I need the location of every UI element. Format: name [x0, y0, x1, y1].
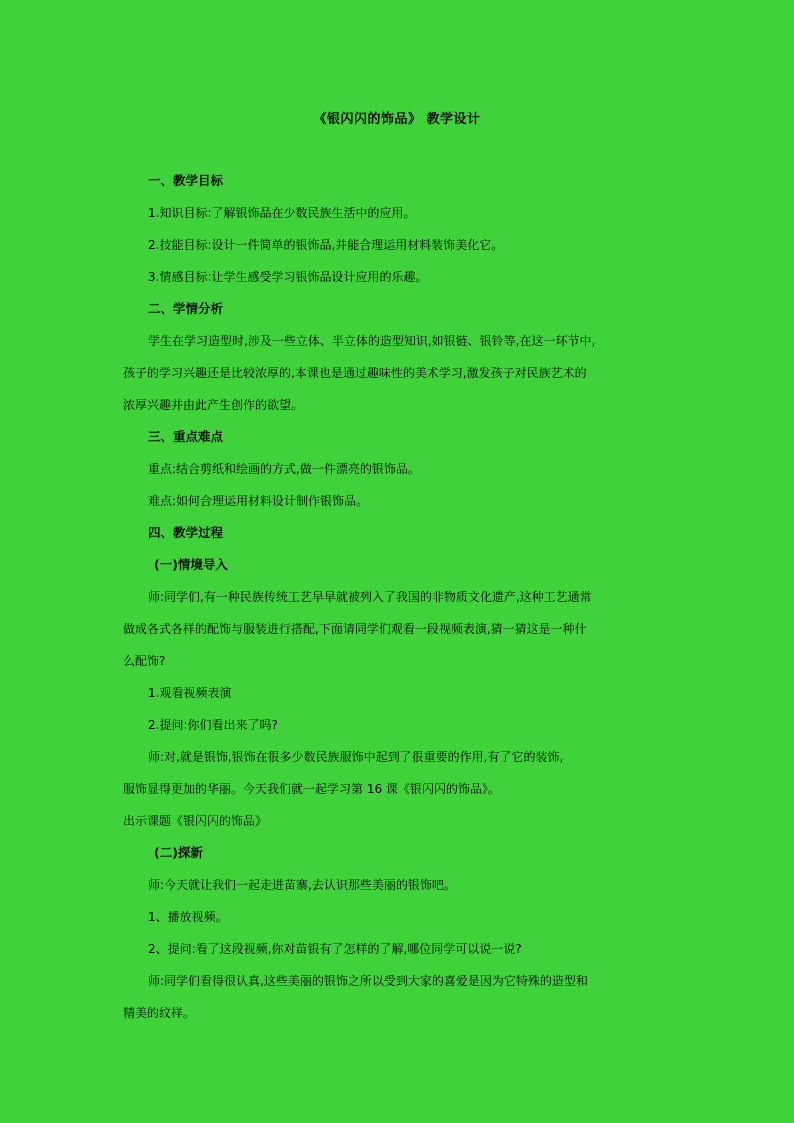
paragraph-line: 学生在学习造型时,涉及一些立体、半立体的造型知识,如银链、银铃等,在这一环节中, — [148, 334, 596, 348]
key-point-item: 难点:如何合理运用材料设计制作银饰品。 — [148, 494, 369, 508]
paragraph-line: 1.观看视频表演 — [148, 686, 232, 700]
key-point-item: 重点:结合剪纸和绘画的方式,做一件漂亮的银饰品。 — [148, 462, 420, 476]
section-heading-process: 四、教学过程 — [148, 525, 224, 540]
subsection-heading-explore: (二)探新 — [154, 845, 203, 860]
paragraph-line: 1、播放视频。 — [148, 910, 228, 924]
paragraph-line: 浓厚兴趣并由此产生创作的欲望。 — [123, 398, 304, 412]
paragraph-line: 师:对,就是银饰,银饰在很多少数民族服饰中起到了很重要的作用,有了它的装饰, — [148, 750, 564, 764]
objective-item: 1.知识目标:了解银饰品在少数民族生活中的应用。 — [148, 206, 416, 220]
paragraph-line: 精美的纹样。 — [123, 1006, 196, 1020]
paragraph-line: 么配饰? — [123, 654, 166, 668]
section-heading-analysis: 二、学情分析 — [148, 301, 224, 316]
paragraph-line: 师:今天就让我们一起走进苗寨,去认识那些美丽的银饰吧。 — [148, 878, 456, 892]
paragraph-line: 师:同学们看得很认真,这些美丽的银饰之所以受到大家的喜爱是因为它特殊的造型和 — [148, 974, 588, 988]
paragraph-line: 服饰显得更加的华丽。今天我们就一起学习第 16 课《银闪闪的饰品》。 — [123, 782, 500, 796]
section-heading-objectives: 一、教学目标 — [148, 173, 224, 188]
paragraph-line: 师:同学们,有一种民族传统工艺早早就被列入了我国的非物质文化遗产,这种工艺通常 — [148, 590, 592, 604]
objective-item: 2.技能目标:设计一件简单的银饰品,并能合理运用材料装饰美化它。 — [148, 238, 504, 252]
document-title: 《银闪闪的饰品》 教学设计 — [313, 112, 481, 127]
paragraph-line: 做成各式各样的配饰与服装进行搭配,下面请同学们观看一段视频表演,猜一猜这是一种什 — [123, 622, 587, 636]
objective-item: 3.情感目标:让学生感受学习银饰品设计应用的乐趣。 — [148, 270, 428, 284]
section-heading-key-points: 三、重点难点 — [148, 429, 224, 444]
paragraph-line: 出示课题《银闪闪的饰品》 — [123, 814, 268, 828]
paragraph-line: 2、提问:看了这段视频,你对苗银有了怎样的了解,哪位同学可以说一说? — [148, 942, 522, 956]
subsection-heading-intro: (一)情境导入 — [154, 557, 228, 572]
paragraph-line: 2.提问:你们看出来了吗? — [148, 718, 278, 732]
paragraph-line: 孩子的学习兴趣还是比较浓厚的,本课也是通过趣味性的美术学习,激发孩子对民族艺术的 — [123, 366, 587, 380]
